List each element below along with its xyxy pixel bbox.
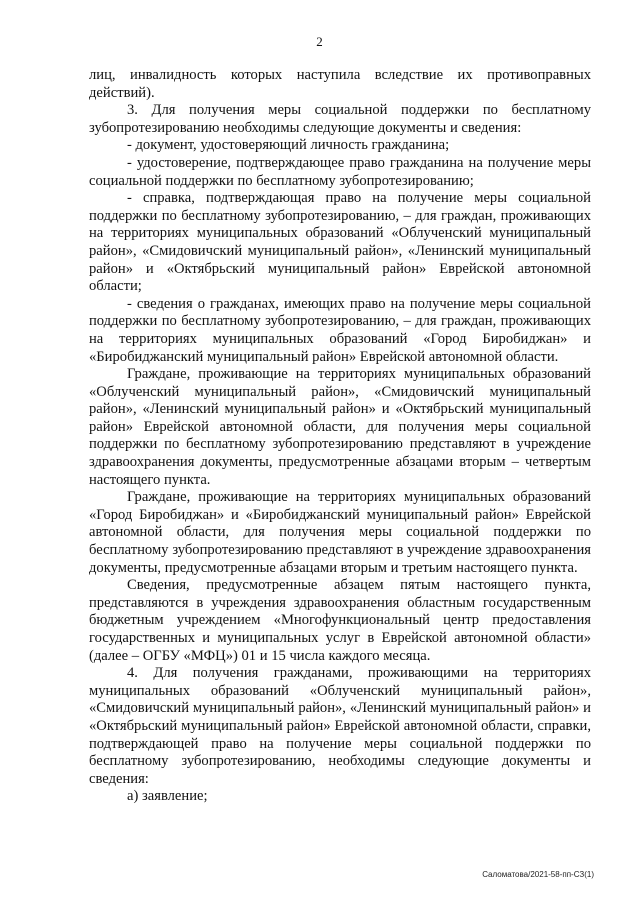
paragraph-mfc-info: Сведения, предусмотренные абзацем пятым настоящего пункта, представляются в учреждения здравоохранения областным государственным бюджетным учреждением «Многофункциональный центр предоставления государственных и муниципальных услуг в Еврейской автономной области» (далее – ОГБУ «МФЦ») 01 и 15 числа каждого месяца. (89, 577, 591, 664)
paragraph-item-4a: а) заявление; (127, 788, 208, 805)
paragraph-bullet-certificate: - удостоверение, подтверждающее право гражданина на получение меры социальной поддержки по бесплатному зубопротезированию; (89, 154, 591, 189)
document-footer-code: Саломатова/2021-58-пп-СЗ(1) (482, 870, 594, 879)
paragraph-item-4: 4. Для получения гражданами, проживающими на территориях муниципальных образований «Облученский муниципальный район», «Смидовичский муниципальный район», «Ленинский муниципальный район» и «Октябрьский муниципальный район» Еврейской автономной области, справки, подтверждающей право на получение меры социальной поддержки по бесплатному зубопротезированию, необходимы следующие документы и сведения: (89, 665, 591, 787)
paragraph-residents-birobidzhan: Граждане, проживающие на территориях муниципальных образований «Город Биробиджан» и «Биробиджанский муниципальный район» Еврейской автономной области, для получения меры социальной поддержки по бесплатному зубопротезированию представляют в учреждение здравоохранения документы, предусмотренные абзацами вторым и третьим настоящего пункта. (89, 489, 591, 576)
paragraph-item-3: 3. Для получения меры социальной поддержки по бесплатному зубопротезированию необходимы следующие документы и сведения: (89, 102, 591, 136)
paragraph-bullet-identity-document: - документ, удостоверяющий личность гражданина; (127, 137, 450, 154)
document-body (89, 67, 591, 806)
page-number: 2 (316, 34, 323, 49)
paragraph-bullet-citizen-info: - сведения о гражданах, имеющих право на получение меры социальной поддержки по бесплатному зубопротезированию, – для граждан, проживающих на территориях муниципальных образований «Город Биробиджан» и «Биробиджанский муниципальный район» Еврейской автономной области. (89, 295, 591, 365)
paragraph-bullet-reference: - справка, подтверждающая право на получение меры социальной поддержки по бесплатному зубопротезированию, – для граждан, проживающих на территориях муниципальных образований «Облученский муниципальный район», «Смидовичский муниципальный район», «Ленинский муниципальный район» и «Октябрьский муниципальный район» Еврейской автономной области; (89, 190, 591, 295)
paragraph-residents-four-districts: Граждане, проживающие на территориях муниципальных образований «Облученский муниципальный район», «Смидовичский муниципальный район», «Ленинский муниципальный район» и «Октябрьский муниципальный район» Еврейской автономной области, для получения меры социальной поддержки по бесплатному зубопротезированию представляют в учреждение здравоохранения документы, предусмотренные абзацами вторым – четвертым настоящего пункта. (89, 366, 591, 488)
paragraph-continuation: лиц, инвалидность которых наступила вследствие их противоправных действий). (89, 67, 591, 101)
